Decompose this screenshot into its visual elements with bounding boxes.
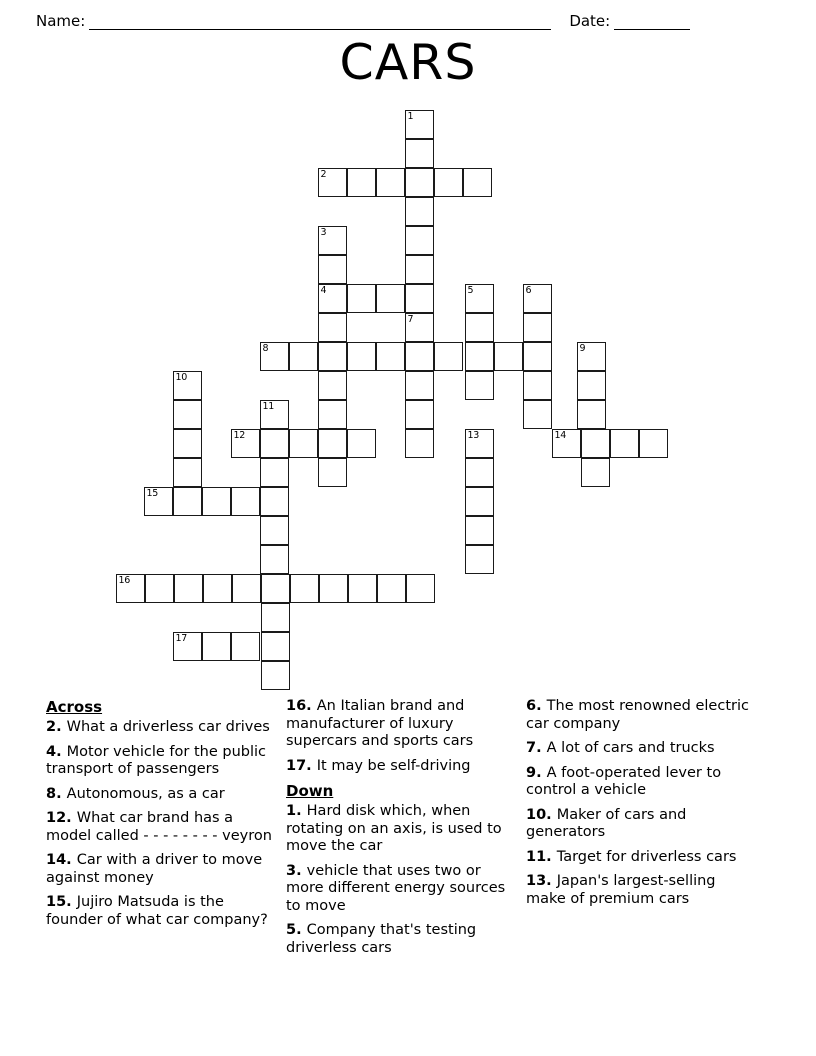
grid-cell[interactable] [318,429,347,458]
grid-cell[interactable] [610,429,639,458]
clue-text: Jujiro Matsuda is the founder of what car company? [46,894,268,928]
grid-cell[interactable] [318,255,347,284]
grid-cell[interactable] [289,342,318,371]
clue-number: 8. [46,785,67,802]
cell-number: 11 [262,401,274,412]
grid-cell[interactable] [405,429,434,458]
grid-cell[interactable] [465,487,494,516]
grid-cell[interactable] [577,400,606,429]
clues-section [0,698,816,964]
down-heading: Down [286,782,334,800]
grid-cell[interactable] [144,487,173,516]
cell-number: 6 [525,285,532,296]
grid-cell[interactable] [523,371,552,400]
grid-cell[interactable] [406,574,435,603]
clue-text: It may be self-driving [316,757,471,774]
grid-cell[interactable] [289,429,318,458]
grid-cell[interactable] [231,487,260,516]
grid-cell[interactable] [173,371,202,400]
grid-cell[interactable] [318,342,347,371]
clue-down-3 [286,863,514,916]
grid-cell[interactable] [465,342,494,371]
cell-number: 8 [262,343,269,354]
cell-number: 10 [175,372,187,383]
clue-down-6 [526,698,754,733]
cell-number: 7 [407,314,414,325]
grid-cell[interactable] [202,487,231,516]
grid-cell[interactable] [260,487,289,516]
grid-cell[interactable] [465,313,494,342]
grid-cell[interactable] [405,168,434,197]
clue-number: 11. [526,848,557,865]
clue-column-1 [46,698,286,936]
clue-number: 13. [526,873,557,889]
clue-down-1 [286,803,514,856]
grid-cell[interactable] [260,545,289,574]
clue-across-16 [286,698,514,751]
clue-text: Motor vehicle for the public transport of passengers [46,743,266,777]
grid-cell[interactable] [318,168,347,197]
grid-cell[interactable] [377,574,406,603]
grid-cell[interactable] [405,371,434,400]
grid-cell[interactable] [261,574,290,603]
grid-cell[interactable] [347,429,376,458]
grid-cell[interactable] [552,429,581,458]
cell-number: 14 [554,430,566,441]
grid-cell[interactable] [116,574,145,603]
clue-number: 3. [286,862,307,879]
clue-down-10 [526,807,754,842]
grid-cell[interactable] [173,458,202,487]
clue-number: 15. [46,894,77,910]
grid-cell[interactable] [318,371,347,400]
clue-across-4 [46,744,274,779]
clue-number: 16. [286,698,317,714]
clue-number: 7. [526,740,547,756]
grid-cell[interactable] [523,313,552,342]
grid-cell[interactable] [434,168,463,197]
clue-number: 10. [526,806,557,823]
grid-cell[interactable] [318,458,347,487]
grid-cell[interactable] [405,139,434,168]
grid-cell[interactable] [261,603,290,632]
grid-cell[interactable] [465,516,494,545]
clue-across-12 [46,810,274,845]
grid-cell[interactable] [523,284,552,313]
grid-cell[interactable] [260,516,289,545]
grid-cell[interactable] [405,110,434,139]
cell-number: 2 [320,169,327,180]
grid-cell[interactable] [318,284,347,313]
grid-cell[interactable] [260,400,289,429]
grid-cell[interactable] [260,429,289,458]
grid-cell[interactable] [376,284,405,313]
clue-text: What a driverless car drives [66,719,270,735]
clue-across-15 [46,894,274,929]
clue-across-17 [286,758,514,776]
date-label: Date: [569,12,611,30]
grid-cell[interactable] [376,168,405,197]
clue-down-9 [526,765,754,800]
grid-cell[interactable] [639,429,668,458]
grid-cell[interactable] [319,574,348,603]
clue-number: 6. [526,698,547,714]
clue-down-11 [526,849,754,867]
grid-cell[interactable] [581,429,610,458]
clue-number: 14. [46,852,77,868]
grid-cell[interactable] [173,400,202,429]
grid-cell[interactable] [173,632,202,661]
clue-number: 5. [286,922,307,938]
grid-cell[interactable] [523,342,552,371]
cell-number: 9 [579,343,586,354]
grid-cell[interactable] [347,168,376,197]
grid-cell[interactable] [231,632,260,661]
grid-cell[interactable] [523,400,552,429]
grid-cell[interactable] [577,342,606,371]
clue-text: An Italian brand and manufacturer of luxury supercars and sports cars [286,698,474,749]
grid-cell[interactable] [465,371,494,400]
grid-cell[interactable] [405,226,434,255]
grid-cell[interactable] [376,342,405,371]
cell-number: 1 [407,111,414,122]
grid-cell[interactable] [405,284,434,313]
grid-cell[interactable] [260,458,289,487]
clue-number: 17. [286,757,317,774]
grid-cell[interactable] [494,342,523,371]
grid-cell[interactable] [463,168,492,197]
clue-number: 12. [46,810,77,826]
clue-text: A lot of cars and trucks [546,740,715,756]
grid-cell[interactable] [145,574,174,603]
grid-cell[interactable] [173,429,202,458]
grid-cell[interactable] [347,284,376,313]
grid-cell[interactable] [348,574,377,603]
clue-column-3 [526,698,766,915]
grid-cell[interactable] [405,400,434,429]
grid-cell[interactable] [347,342,376,371]
grid-cell[interactable] [203,574,232,603]
clue-number: 9. [526,764,547,781]
grid-cell[interactable] [318,226,347,255]
clue-text: Maker of cars and generators [526,806,687,840]
grid-cell[interactable] [465,545,494,574]
grid-cell[interactable] [318,400,347,429]
grid-cell[interactable] [581,458,610,487]
cell-number: 4 [320,285,327,296]
grid-cell[interactable] [174,574,203,603]
grid-cell[interactable] [465,429,494,458]
clue-text: Hard disk which, when rotating on an axis, is used to move the car [286,803,502,854]
grid-cell[interactable] [405,342,434,371]
grid-cell[interactable] [318,313,347,342]
cell-number: 15 [146,488,158,499]
grid-cell[interactable] [434,342,463,371]
cell-number: 16 [118,575,130,586]
clue-text: Japan's largest-selling make of premium cars [526,873,716,907]
grid-cell[interactable] [405,255,434,284]
clue-down-7 [526,740,754,758]
clue-down-5 [286,922,514,957]
across-heading: Across [46,698,103,716]
grid-cell[interactable] [231,429,260,458]
page-title: CARS [339,34,477,91]
cell-number: 17 [175,633,187,644]
cell-number: 13 [467,430,479,441]
name-label: Name: [36,12,86,30]
grid-cell[interactable] [465,458,494,487]
cell-number: 3 [320,227,327,238]
grid-cell[interactable] [405,313,434,342]
clue-text: Target for driverless cars [556,848,737,865]
grid-cell[interactable] [260,342,289,371]
clue-number: 4. [46,743,67,760]
clue-text: What car brand has a model called - - - - - - - - veyron [46,810,272,844]
clue-number: 1. [286,803,307,819]
clue-down-13 [526,873,754,908]
grid-cell[interactable] [261,632,290,661]
clue-across-8 [46,786,274,804]
grid-cell[interactable] [577,371,606,400]
grid-cell[interactable] [173,487,202,516]
grid-cell[interactable] [465,284,494,313]
clue-across-14 [46,852,274,887]
grid-cell[interactable] [290,574,319,603]
cell-number: 12 [233,430,245,441]
clue-text: Car with a driver to move against money [46,852,263,886]
clue-text: The most renowned electric car company [526,698,749,732]
grid-cell[interactable] [202,632,231,661]
cell-number: 5 [467,285,474,296]
clue-text: Autonomous, as a car [66,785,225,802]
clue-text: A foot-operated lever to control a vehicle [526,764,722,798]
clue-across-2 [46,719,274,737]
grid-cell[interactable] [232,574,261,603]
grid-cell[interactable] [405,197,434,226]
grid-cell[interactable] [261,661,290,690]
clue-text: Company that's testing driverless cars [286,922,477,956]
clue-text: vehicle that uses two or more different energy sources to move [286,862,506,914]
clue-column-2 [286,698,526,964]
clue-number: 2. [46,719,67,735]
